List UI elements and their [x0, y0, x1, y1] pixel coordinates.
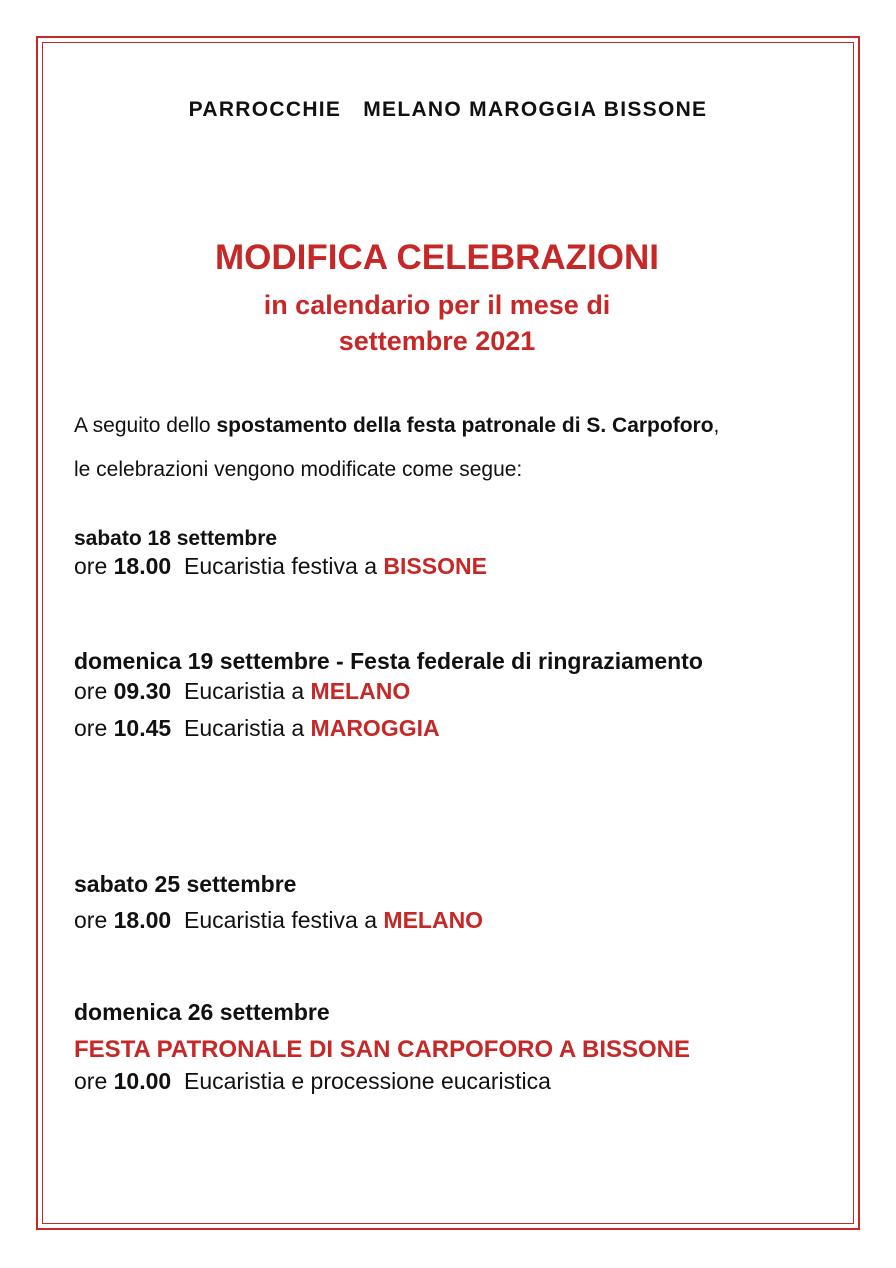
line-prefix: ore — [74, 907, 114, 933]
feast-title: FESTA PATRONALE DI SAN CARPOFORO A BISSONE — [74, 1036, 691, 1063]
line-text: Eucaristia festiva a — [171, 553, 384, 579]
line-text: Eucaristia festiva a — [171, 907, 384, 933]
event-day-2: domenica 19 settembre - Festa federale di ringraziamento — [74, 648, 703, 674]
event-3-line-1 — [74, 907, 483, 934]
line-time: 18.00 — [113, 553, 172, 579]
line-time: 10.00 — [113, 1068, 172, 1094]
line-time: 18.00 — [113, 907, 172, 933]
event-2-line-1 — [74, 678, 410, 705]
intro-line-1 — [74, 414, 719, 438]
subtitle-line-2: settembre 2021 — [338, 326, 536, 356]
intro-suffix: , — [713, 414, 720, 437]
intro-emphasis: spostamento della festa patronale di S. Carpoforo — [216, 414, 714, 437]
line-place: MELANO — [310, 678, 411, 704]
intro-line-2: le celebrazioni vengono modificate come segue: — [74, 458, 523, 481]
line-text: Eucaristia a — [171, 715, 311, 741]
line-text: Eucaristia a — [171, 678, 311, 704]
event-day-3: sabato 25 settembre — [74, 871, 297, 897]
parishes-label: PARROCCHIE — [188, 98, 342, 121]
subtitle-line-1: in calendario per il mese di — [263, 290, 611, 320]
line-prefix: ore — [74, 1068, 114, 1094]
event-4-line-1 — [74, 1068, 551, 1095]
line-prefix: ore — [74, 678, 114, 704]
line-place: MELANO — [383, 907, 484, 933]
line-time: 10.45 — [113, 715, 172, 741]
parishes-names: MELANO MAROGGIA BISSONE — [363, 98, 708, 121]
line-place: BISSONE — [383, 553, 487, 579]
event-day-4: domenica 26 settembre — [74, 999, 330, 1025]
event-1-line-1 — [74, 553, 487, 580]
line-place: MAROGGIA — [310, 715, 440, 741]
intro-prefix: A seguito dello — [74, 414, 217, 437]
event-day-1: sabato 18 settembre — [74, 527, 278, 550]
parishes-header — [0, 98, 896, 122]
line-text: Eucaristia e processione eucaristica — [171, 1068, 551, 1094]
line-time: 09.30 — [113, 678, 172, 704]
line-prefix: ore — [74, 715, 114, 741]
line-prefix: ore — [74, 553, 114, 579]
page-title: MODIFICA CELEBRAZIONI — [215, 238, 659, 277]
event-2-line-2 — [74, 715, 440, 742]
